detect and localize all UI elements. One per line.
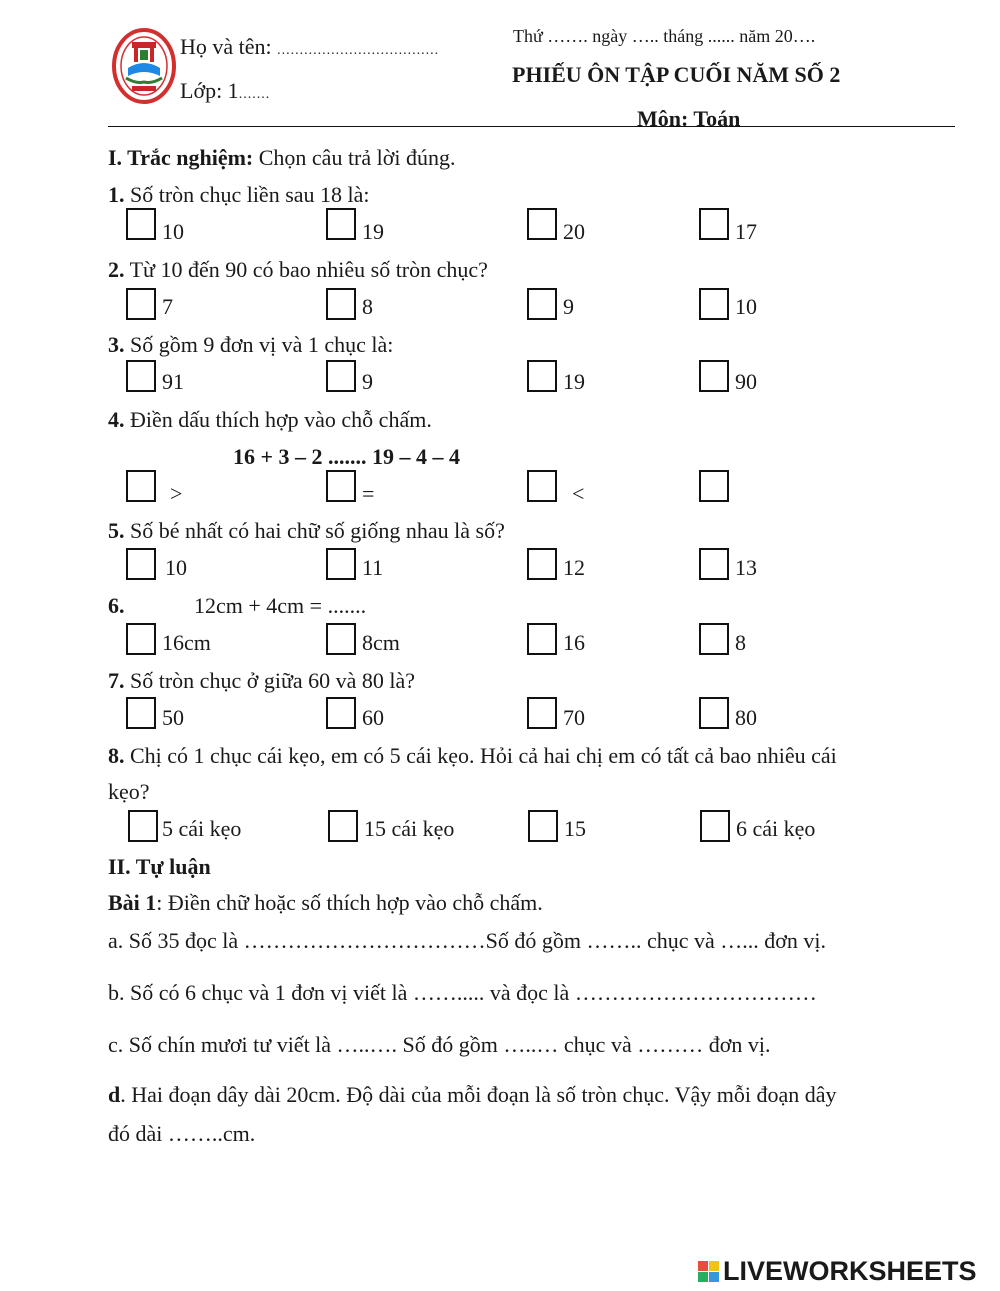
q2-option-d: 10 bbox=[735, 294, 757, 319]
question-text: Số bé nhất có hai chữ số giống nhau là số? bbox=[124, 518, 505, 543]
question-text-continued: kẹo? bbox=[108, 779, 150, 804]
bai1-item-d-continued[interactable]: đó dài ……..cm. bbox=[108, 1121, 256, 1146]
worksheet-title: PHIẾU ÔN TẬP CUỐI NĂM SỐ 2 bbox=[512, 62, 841, 87]
class-field bbox=[180, 78, 270, 104]
bai1-item-d-label: d bbox=[108, 1082, 121, 1107]
question-7 bbox=[108, 668, 415, 694]
question-text: Số tròn chục liền sau 18 là: bbox=[124, 182, 370, 207]
q5-option-c: 12 bbox=[563, 555, 585, 580]
q7-option-c-checkbox[interactable] bbox=[527, 697, 557, 729]
liveworksheets-text: LIVEWORKSHEETS bbox=[723, 1256, 977, 1286]
q5-option-b-checkbox[interactable] bbox=[326, 548, 356, 580]
question-2 bbox=[108, 257, 488, 283]
q6-option-d-checkbox[interactable] bbox=[699, 623, 729, 655]
bai1-item-c[interactable]: c. Số chín mươi tư viết là …..…. Số đó gồm …..… chục và ……… đơn vị. bbox=[108, 1032, 771, 1057]
q1-option-b: 19 bbox=[362, 219, 384, 244]
liveworksheets-watermark bbox=[698, 1256, 977, 1287]
question-number: 5. bbox=[108, 518, 125, 543]
question-8 bbox=[108, 743, 837, 769]
bai1-instruction bbox=[108, 890, 543, 916]
question-text: Chị có 1 chục cái kẹo, em có 5 cái kẹo. Hỏi cả hai chị em có tất cả bao nhiêu cái bbox=[124, 743, 837, 768]
q8-option-a: 5 cái kẹo bbox=[162, 816, 242, 841]
q8-option-a-checkbox[interactable] bbox=[128, 810, 158, 842]
section2-heading: II. Tự luận bbox=[108, 854, 211, 879]
class-dots: ....... bbox=[238, 87, 271, 102]
question-5 bbox=[108, 518, 505, 544]
q8-option-b-checkbox[interactable] bbox=[328, 810, 358, 842]
q5-option-c-checkbox[interactable] bbox=[527, 548, 557, 580]
section1-title: I. Trắc nghiệm: bbox=[108, 145, 254, 170]
question-text: 12cm + 4cm = ....... bbox=[194, 593, 367, 618]
q2-option-b-checkbox[interactable] bbox=[326, 288, 356, 320]
name-dots: .................................... bbox=[277, 43, 440, 58]
q2-option-b: 8 bbox=[362, 294, 373, 319]
q2-option-a: 7 bbox=[162, 294, 173, 319]
q4-option-d-checkbox[interactable] bbox=[699, 470, 729, 502]
q7-option-c: 70 bbox=[563, 705, 585, 730]
q1-option-c: 20 bbox=[563, 219, 585, 244]
question-number: 3. bbox=[108, 332, 125, 357]
q7-option-b-checkbox[interactable] bbox=[326, 697, 356, 729]
q5-option-d-checkbox[interactable] bbox=[699, 548, 729, 580]
question-6 bbox=[108, 593, 125, 619]
q3-option-b: 9 bbox=[362, 369, 373, 394]
question-number: 4. bbox=[108, 407, 125, 432]
question-text: Điền dấu thích hợp vào chỗ chấm. bbox=[124, 407, 432, 432]
bai1-item-a[interactable]: a. Số 35 đọc là ……………………………Số đó gồm …….. chục và …... đơn vị. bbox=[108, 928, 827, 953]
q3-option-c-checkbox[interactable] bbox=[527, 360, 557, 392]
q7-option-d: 80 bbox=[735, 705, 757, 730]
q6-option-b: 8cm bbox=[362, 630, 400, 655]
q4-option-a-checkbox[interactable] bbox=[126, 470, 156, 502]
question-number: 7. bbox=[108, 668, 125, 693]
name-label: Họ và tên: bbox=[180, 34, 272, 59]
bai1-item-b[interactable]: b. Số có 6 chục và 1 đơn vị viết là ……..... và đọc là …………………………… bbox=[108, 980, 817, 1005]
q8-option-b: 15 cái kẹo bbox=[364, 816, 455, 841]
q6-option-a-checkbox[interactable] bbox=[126, 623, 156, 655]
question-1 bbox=[108, 182, 370, 208]
question-number: 1. bbox=[108, 182, 125, 207]
q6-option-a: 16cm bbox=[162, 630, 211, 655]
school-logo bbox=[112, 28, 176, 104]
question-text: Số gồm 9 đơn vị và 1 chục là: bbox=[124, 332, 394, 357]
bai1-text: : Điền chữ hoặc số thích hợp vào chỗ chấm. bbox=[156, 890, 543, 915]
question-text: Từ 10 đến 90 có bao nhiêu số tròn chục? bbox=[124, 257, 488, 282]
q1-option-c-checkbox[interactable] bbox=[527, 208, 557, 240]
bai1-item-d-text: . Hai đoạn dây dài 20cm. Độ dài của mỗi đoạn là số tròn chục. Vậy mỗi đoạn dây bbox=[120, 1082, 837, 1107]
q3-option-c: 19 bbox=[563, 369, 585, 394]
q2-option-d-checkbox[interactable] bbox=[699, 288, 729, 320]
q8-option-c-checkbox[interactable] bbox=[528, 810, 558, 842]
q2-option-a-checkbox[interactable] bbox=[126, 288, 156, 320]
q3-option-d-checkbox[interactable] bbox=[699, 360, 729, 392]
q3-option-b-checkbox[interactable] bbox=[326, 360, 356, 392]
q4-option-c-checkbox[interactable] bbox=[527, 470, 557, 502]
bai1-item-d[interactable] bbox=[108, 1082, 837, 1108]
q5-option-d: 13 bbox=[735, 555, 757, 580]
q1-option-a-checkbox[interactable] bbox=[126, 208, 156, 240]
question-text: Số tròn chục ở giữa 60 và 80 là? bbox=[124, 668, 416, 693]
q4-option-b-checkbox[interactable] bbox=[326, 470, 356, 502]
q1-option-b-checkbox[interactable] bbox=[326, 208, 356, 240]
q3-option-a: 91 bbox=[162, 369, 184, 394]
q1-option-d: 17 bbox=[735, 219, 757, 244]
q4-option-c: < bbox=[572, 481, 585, 506]
question-4 bbox=[108, 407, 432, 433]
question-3 bbox=[108, 332, 393, 358]
q5-option-b: 11 bbox=[362, 555, 384, 580]
q8-option-d: 6 cái kẹo bbox=[736, 816, 816, 841]
q2-option-c-checkbox[interactable] bbox=[527, 288, 557, 320]
q8-option-c: 15 bbox=[564, 816, 586, 841]
question-number: 8. bbox=[108, 743, 125, 768]
question-number: 2. bbox=[108, 257, 125, 282]
q6-option-c-checkbox[interactable] bbox=[527, 623, 557, 655]
q2-option-c: 9 bbox=[563, 294, 574, 319]
date-line: Thứ ……. ngày ….. tháng ...... năm 20…. bbox=[513, 26, 816, 46]
q6-option-d: 8 bbox=[735, 630, 746, 655]
liveworksheets-logo-icon bbox=[698, 1261, 719, 1282]
q7-option-a-checkbox[interactable] bbox=[126, 697, 156, 729]
q4-expression: 16 + 3 – 2 ....... 19 – 4 – 4 bbox=[233, 444, 461, 469]
q5-option-a: 10 bbox=[165, 555, 187, 580]
q1-option-d-checkbox[interactable] bbox=[699, 208, 729, 240]
q4-option-a: > bbox=[170, 481, 183, 506]
class-label: Lớp: 1 bbox=[180, 78, 239, 103]
q6-option-c: 16 bbox=[563, 630, 585, 655]
q8-option-d-checkbox[interactable] bbox=[700, 810, 730, 842]
bai1-label: Bài 1 bbox=[108, 890, 157, 915]
q6-option-b-checkbox[interactable] bbox=[326, 623, 356, 655]
section1-heading bbox=[108, 145, 456, 171]
name-field bbox=[180, 34, 439, 60]
q3-option-d: 90 bbox=[735, 369, 757, 394]
header-divider bbox=[108, 126, 955, 127]
q3-option-a-checkbox[interactable] bbox=[126, 360, 156, 392]
q1-option-a: 10 bbox=[162, 219, 184, 244]
q7-option-a: 50 bbox=[162, 705, 184, 730]
q5-option-a-checkbox[interactable] bbox=[126, 548, 156, 580]
q4-option-b: = bbox=[362, 481, 375, 506]
q7-option-d-checkbox[interactable] bbox=[699, 697, 729, 729]
q7-option-b: 60 bbox=[362, 705, 384, 730]
question-number: 6. bbox=[108, 593, 125, 618]
section1-instruction: Chọn câu trả lời đúng. bbox=[253, 145, 456, 170]
subject-label: Môn: Toán bbox=[637, 106, 741, 131]
